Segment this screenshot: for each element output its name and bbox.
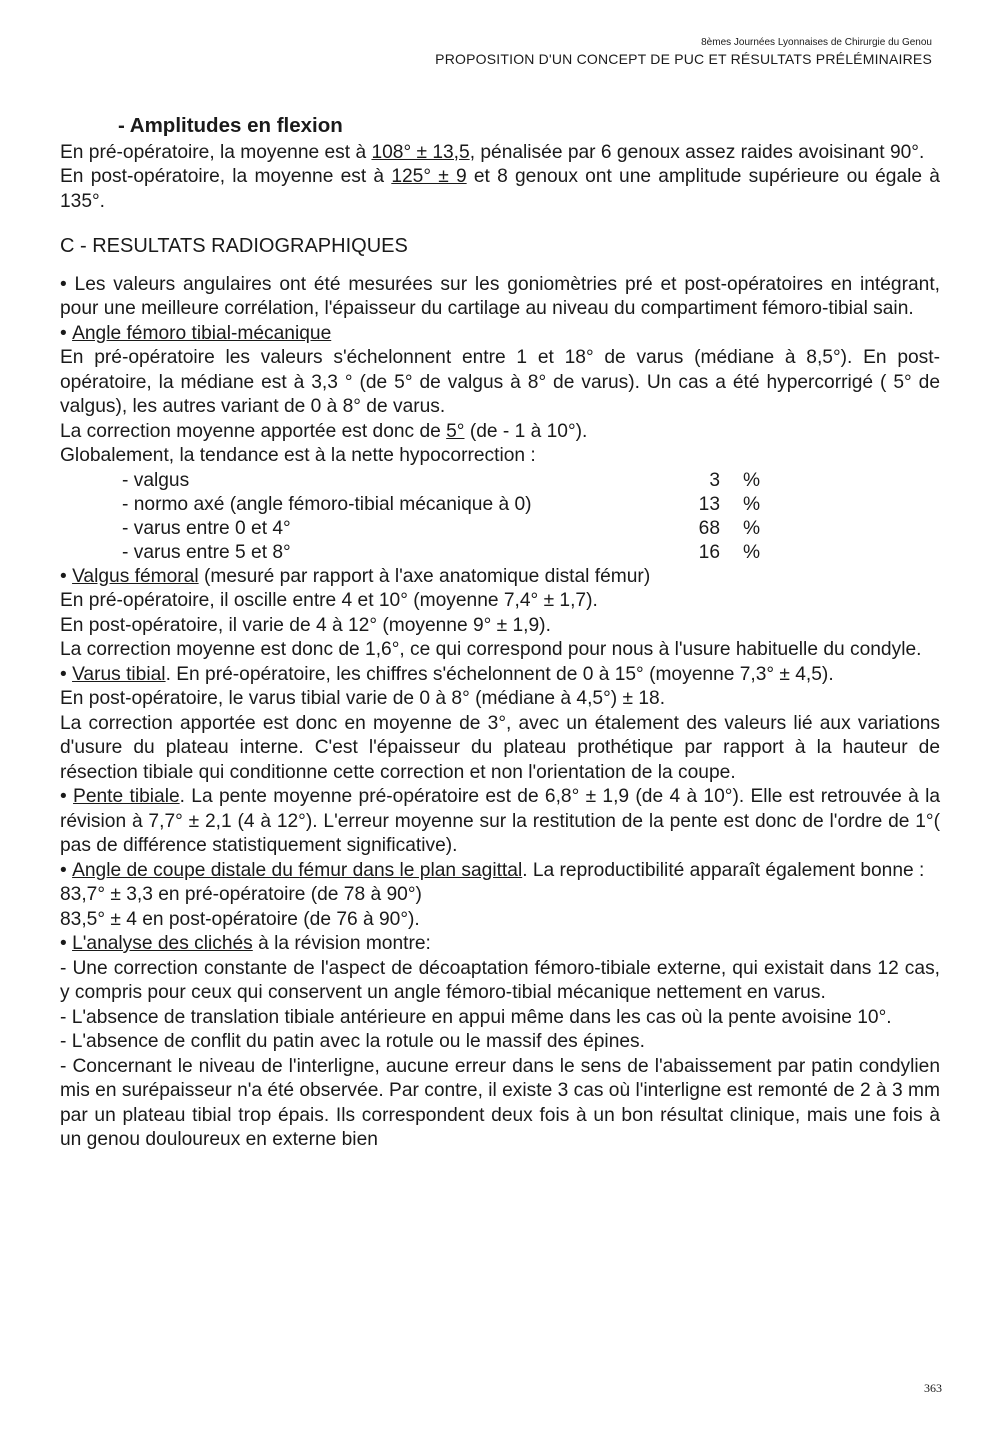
analyse-heading: • L'analyse des clichés à la révision montre: (60, 932, 940, 957)
body-text (60, 110, 940, 1153)
analyse-item: - Une correction constante de l'aspect de décoaptation fémoro-tibiale externe, qui existait dans 12 cas, y compris pour ceux qui conservent un angle fémoro-tibial mécanique nettement en varus. (60, 957, 940, 1003)
analyse-item: - L'absence de translation tibiale antérieure en appui même dans les cas où la pente avoisine 10°. (60, 1006, 892, 1028)
radio-intro: • Les valeurs angulaires ont été mesurées sur les goniomètries pré et post-opératoires en intégrant, pour une meilleure corrélation, l'épaisseur du cartilage au niveau du compartiment fémoro-tibial sain. (60, 273, 940, 322)
valgus-paragraph-3: La correction moyenne est donc de 1,6°, ce qui correspond pour nous à l'usure habituelle du condyle. (60, 639, 922, 660)
varus-paragraph-2: La correction apportée est donc en moyenne de 3°, avec un étalement des valeurs lié aux variations d'usure du plateau interne. C'est l'épaisseur du plateau prothétique par rapport à la hauteur de résection tibiale qui conditionne cette correction et non l'orientation de la coupe. (60, 712, 940, 783)
coupe-heading: • Angle de coupe distale du fémur dans le plan sagittal. La reproductibilité apparaît également bonne : (60, 859, 940, 884)
valgus-paragraph-1: En pré-opératoire, il oscille entre 4 et 10° (moyenne 7,4° ± 1,7). (60, 590, 598, 611)
analyse-item: - L'absence de conflit du patin avec la rotule ou le massif des épines. (60, 1031, 645, 1052)
article-title: PROPOSITION D'UN CONCEPT DE PUC ET RÉSULTATS PRÉLÉMINAIRES (435, 51, 932, 67)
angle-heading: • Angle fémoro tibial-mécanique (60, 322, 940, 347)
angle-paragraph-1: En pré-opératoire les valeurs s'échelonnent entre 1 et 18° de varus (médiane à 8,5°). En post-opératoire, la médiane est à 3,3 ° (de 5° de valgus à 8° de varus). Un cas a été hypercorrigé ( 5° de valgus), les autres variant de 0 à 8° de varus. (60, 347, 940, 417)
trend-row: - valgus 3 % (122, 469, 760, 491)
angle-paragraph-3: Globalement, la tendance est à la nette hypocorrection : (60, 445, 536, 466)
trend-row: - varus entre 0 et 4° 68 % (122, 517, 760, 539)
valgus-paragraph-2: En post-opératoire, il varie de 4 à 12° (moyenne 9° ± 1,9). (60, 614, 551, 636)
angle-correction-value: 5° (446, 420, 465, 442)
varus-paragraph-1: En post-opératoire, le varus tibial varie de 0 à 8° (médiane à 4,5°) ± 18. (60, 688, 666, 709)
flexion-heading: - Amplitudes en flexion (118, 114, 343, 137)
journal-name: 8èmes Journées Lyonnaises de Chirurgie du Genou (701, 37, 932, 48)
running-header (435, 36, 932, 68)
flexion-post: En post-opératoire, la moyenne est à 125° ± 9 et 8 genoux ont une amplitude supérieure ou égale à 135°. (60, 166, 940, 212)
varus-heading: • Varus tibial. En pré-opératoire, les chiffres s'échelonnent de 0 à 15° (moyenne 7,3° ± 4,5). (60, 663, 940, 688)
flexion-pre: En pré-opératoire, la moyenne est à 108° ± 13,5, pénalisée par 6 genoux assez raides avoisinant 90°. (60, 141, 925, 163)
page-number: 363 (924, 1381, 942, 1395)
coupe-paragraph-1: 83,7° ± 3,3 en pré-opératoire (de 78 à 90°) (60, 884, 422, 905)
angle-paragraph-2: La correction moyenne apportée est donc de 5° (de - 1 à 10°). (60, 420, 588, 442)
trend-table (122, 469, 760, 565)
pente-paragraph: • Pente tibiale. La pente moyenne pré-opératoire est de 6,8° ± 1,9 (de 4 à 10°). Elle est retrouvée à la révision à 7,7° ± 2,1 (4 à 12°). L'erreur moyenne sur la restitution de la pente est donc de l'ordre de 1°( pas de différence statistiquement significative). (60, 785, 940, 859)
trend-row: - varus entre 5 et 8° 16 % (122, 541, 760, 563)
analyse-item: - Concernant le niveau de l'interligne, aucune erreur dans le sens de l'abaissement par patin condylien mis en surépaisseur n'a été observée. Par contre, il existe 3 cas où l'interligne est remonté de 2 à 3 mm par un plateau tibial trop épais. Ils correspondent deux fois à un bon résultat clinique, mais une fois à un genou douloureux en externe bien (60, 1055, 940, 1150)
coupe-paragraph-2: 83,5° ± 4 en post-opératoire (de 76 à 90°). (60, 908, 420, 930)
valgus-heading: • Valgus fémoral (mesuré par rapport à l'axe anatomique distal fémur) (60, 565, 940, 590)
section-c-title: C - RESULTATS RADIOGRAPHIQUES (60, 235, 408, 257)
trend-row: - normo axé (angle fémoro-tibial mécanique à 0) 13 % (122, 493, 760, 515)
flexion-post-value: 125° ± 9 (391, 166, 467, 187)
flexion-pre-value: 108° ± 13,5 (371, 141, 470, 163)
